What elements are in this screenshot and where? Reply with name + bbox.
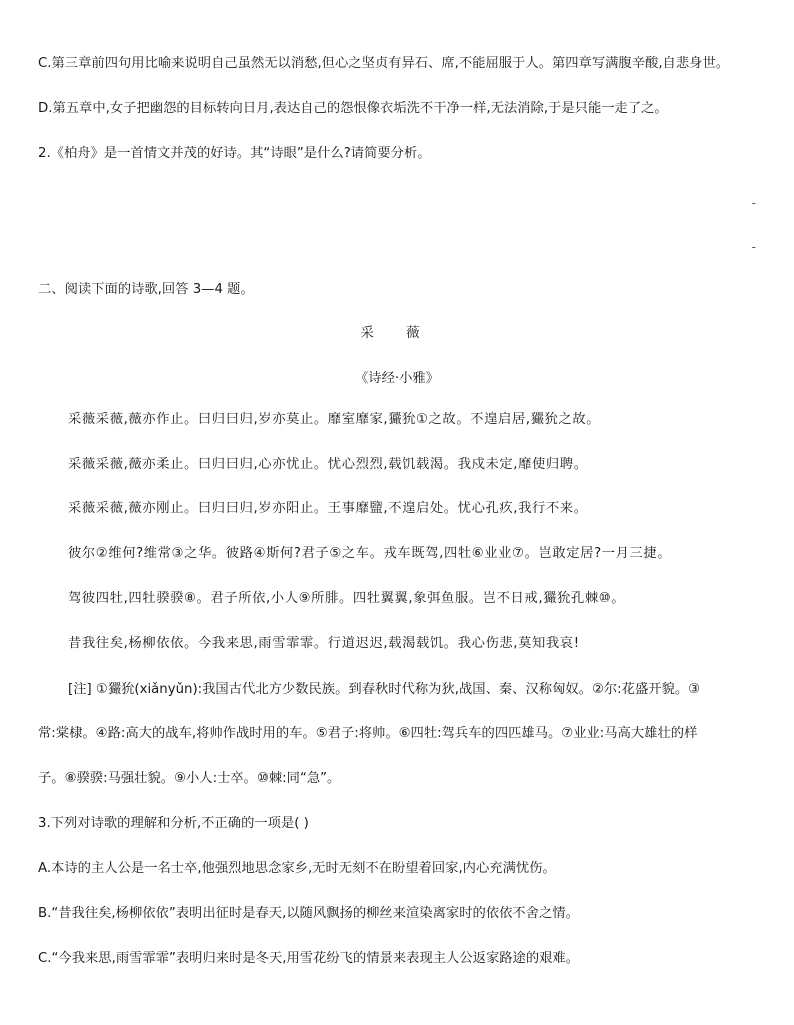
notes-line: 子。⑧骙骙:马强壮貌。⑨小人:士卒。⑩棘:同“急”。 (38, 771, 341, 786)
question-3-stem: 3.下列对诗歌的理解和分析,不正确的一项是( ) (38, 816, 309, 831)
notes-line: 常:棠棣。④路:高大的战车,将帅作战时用的车。⑤君子:将帅。⑥四牡:驾兵车的四匹雄马。⑦业业:马高大雄壮的样 (38, 726, 698, 741)
section-2-heading: 二、阅读下面的诗歌,回答 3—4 题。 (38, 282, 254, 297)
poem-stanza: 采薇采薇,薇亦刚止。曰归曰归,岁亦阳止。王事靡盬,不遑启处。忧心孔疚,我行不来。 (68, 501, 588, 516)
option-b-q3: B.“昔我往矣,杨柳依依”表明出征时是春天,以随风飘扬的柳丝来渲染离家时的依依不舍之情。 (38, 906, 579, 921)
poem-stanza: 采薇采薇,薇亦柔止。曰归曰归,心亦忧止。忧心烈烈,载饥载渴。我戍未定,靡使归聘。 (68, 457, 588, 472)
answer-mark-2: - (751, 240, 756, 254)
poem-stanza: 彼尔②维何?维常③之华。彼路④斯何?君子⑤之车。戎车既驾,四牡⑥业业⑦。岂敢定居?一月三捷。 (68, 546, 672, 561)
poem-source: 《诗经·小雅》 (354, 371, 439, 386)
option-c-q1: C.第三章前四句用比喻来说明自己虽然无以消愁,但心之坚贞有异石、席,不能屈服于人。第四章写满腹辛酸,自悲身世。 (38, 56, 730, 71)
poem-stanza: 采薇采薇,薇亦作止。曰归曰归,岁亦莫止。靡室靡家,玁狁①之故。不遑启居,玁狁之故。 (68, 412, 601, 427)
notes-line: [注] ①玁狁(xiǎnyǔn):我国古代北方少数民族。到春秋时代称为狄,战国、秦、汉称匈奴。②尔:花盛开貌。③ (68, 682, 701, 697)
option-a-q3: A.本诗的主人公是一名士卒,他强烈地思念家乡,无时无刻不在盼望着回家,内心充满忧伤。 (38, 861, 556, 876)
poem-stanza: 驾彼四牡,四牡骙骙⑧。君子所依,小人⑨所腓。四牡翼翼,象弭鱼服。岂不日戒,玁狁孔棘⑩。 (68, 591, 626, 606)
poem-title: 采 薇 (360, 325, 434, 341)
option-c-q3: C.“今我来思,雨雪霏霏”表明归来时是冬天,用雪花纷飞的情景来表现主人公返家路途的艰难。 (38, 951, 580, 966)
option-d-q1: D.第五章中,女子把幽怨的目标转向日月,表达自己的怨恨像衣垢洗不干净一样,无法消除,于是只能一走了之。 (38, 101, 668, 116)
question-2: 2.《柏舟》是一首情文并茂的好诗。其“诗眼”是什么?请简要分析。 (38, 146, 431, 161)
answer-mark-1: - (751, 196, 756, 210)
poem-stanza: 昔我往矣,杨柳依依。今我来思,雨雪霏霏。行道迟迟,载渴载饥。我心伤悲,莫知我哀! (68, 636, 580, 651)
